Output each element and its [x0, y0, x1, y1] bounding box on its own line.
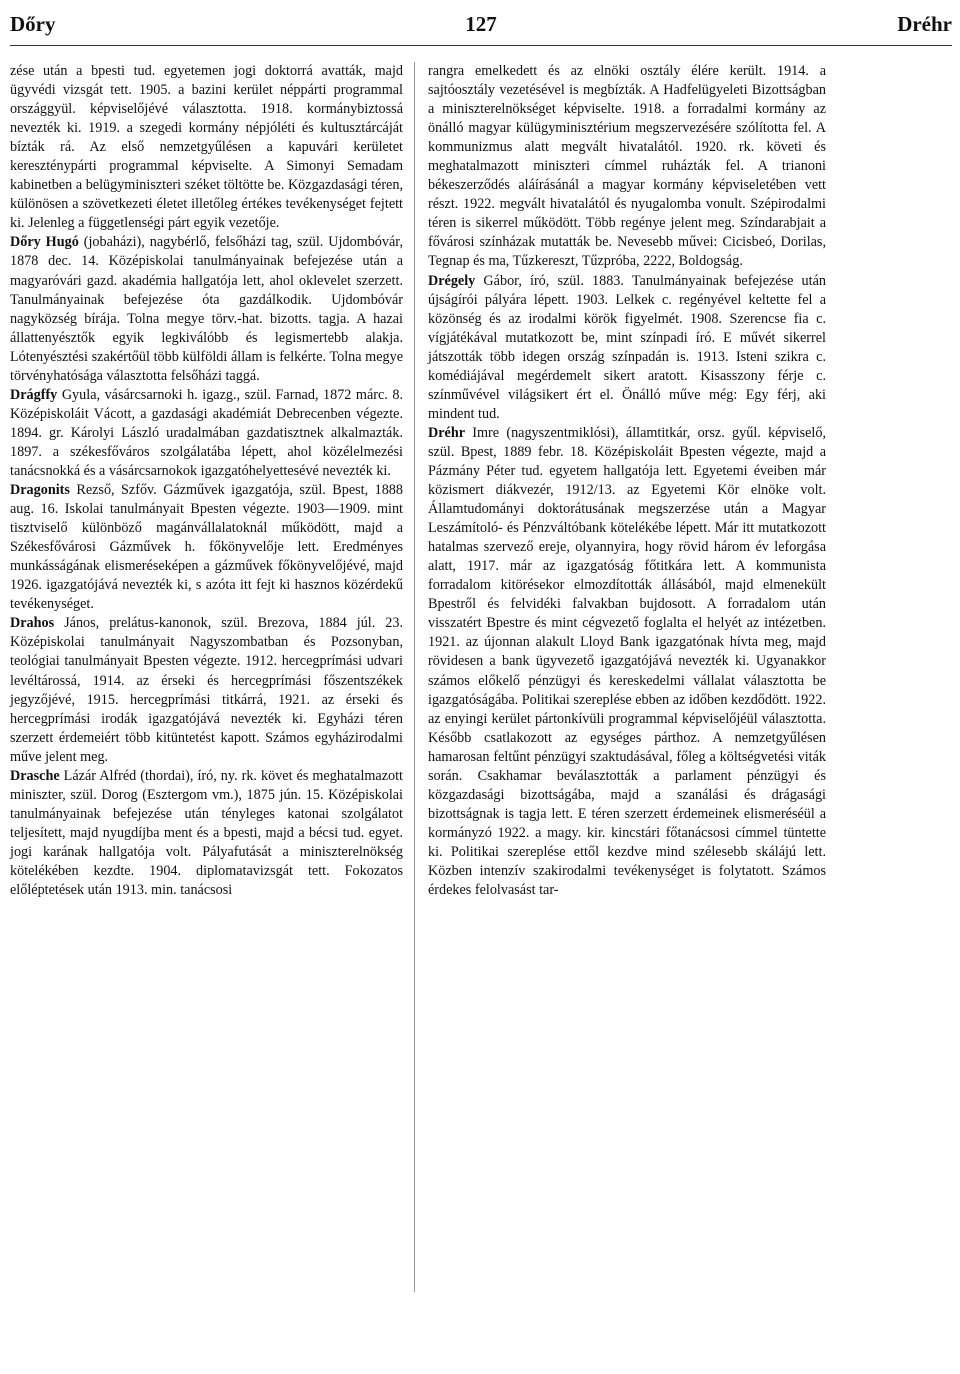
entry: Dőry Hugó (jobaházi), nagybérlő, felsőházi tag, szül. Ujdombóvár, 1878 dec. 14. Középiskolai tanulmányainak befejezése után a magyaróvári gazd. akadémia hallgatója lett, ahol oklevelet szerzett. Tanulmányainak befejezése óta gazdálkodik. Ujdombóvár nagyközség bírája. Tolna megye törv.-hat. bizotts. tagja. A hazai állattenyésztők egyik legkiválóbb és legismertebb alakja. Lótenyésztési szakértőül több külföldi állam is felkérte. Tolna megye törvényhatósága választotta felsőházi taggá.: [10, 234, 403, 384]
entry: Dréhr Imre (nagyszentmiklósi), államtitkár, orsz. gyűl. képviselő, szül. Bpest, 1889 febr. 18. Középiskoláit Bpesten végezte, majd a Pázmány Péter tud. egyetem hallgatója lett. Egyetemi éveiben már közismert diákvezér, 1912/13. az Egyetemi Kör elnöke volt. Államtudományi doktorátusának megszerzése után a Magyar Leszámítoló- és Pénzváltóbank kötelékébe lépett. Már itt mutatkozott hatalmas szervező ereje, olyannyira, hogy rövid három év leforgása alatt, 1917. már az igazgatóság főtitkára lett. A kommunista forradalom kitörésekor elmozdították állásából, majd elmenekült Bpestről és felvidéki falvakban bujdosott. A forradalom után visszatért Bpestre és mint cégvezető foglalta el helyét az intézetben. 1921. az újonnan alakult Lloyd Bank igazgatónak hívta meg, majd rövidesen a bank ügyvezető igazgatójává nevezték ki. Ugyanakkor számos előkelő pénzügyi és kereskedelmi vállalat választotta be igazgatóságába. Politikai szereplése ebben az időben kezdődött. 1922. az enyingi kerület pártonkívüli programmal képviselőjéül választotta. Később csatlakozott az egységes párthoz. A nemzetgyűlésen hamarosan feltűnt pénzügyi szaktudásával, főleg a költségvetési viták során. Csakhamar beválasztották a parlament pénzügyi és közgazdasági bizottságába, majd a szanálási és drágasági bizottságnak is tagja lett. E téren szerzett érdemeinek elismeréséül a kormányzó 1922. a magy. kir. kincstári főtanácsosi címmel tüntette ki. Politikai szereplése ettől kezdve mind szélesebb skálájú lett. Közben intenzív szakirodalmi tevékenységet is folytatott. Számos érdekes felolvasást tar-: [428, 424, 826, 899]
entry: Drasche Lázár Alfréd (thordai), író, ny. rk. követ és meghatalmazott miniszter, szül. Dorog (Esztergom vm.), 1875 jún. 15. Középiskolai tanulmányainak befejezése után tényleges katonai szolgálatot teljesített, majd nyugdíjba ment és a bpesti, majd a bécsi tud. egyet. jogi karának hallgatója volt. Pályafutását a miniszterelnökség kötelékében kezdte. 1904. diplomatavizsgát tett. Fokozatos előléptetések után 1913. min. tanácsosi: [10, 767, 403, 899]
entry: Drahos János, prelátus-kanonok, szül. Brezova, 1884 júl. 23. Középiskolai tanulmányait Nagyszombatban és Pozsonyban, teológiai tanulmányait Bpesten végezte. 1912. hercegprímási udvari levéltárossá, 1914. az érseki és hercegprímási főszentszékek jegyzőjévé, 1915. hercegprímási titkárrá, 1921. az érseki és hercegprímási irodák igazgatójává nevezték ki. Egyházi téren szerzett érdemeiért több kitüntetést kapott. Számos egyházirodalmi műve jelent meg.: [10, 615, 403, 765]
entry-head: Dőry Hugó: [10, 234, 79, 251]
entry: Drágffy Gyula, vásárcsarnoki h. igazg., szül. Farnad, 1872 márc. 8. Középiskoláit Vácott, a gazdasági akadémiát Debrecenben végezte. 1894. gr. Károlyi László uradalmában gazdatisztnek alkalmazták. 1897. a székesfőváros szolgálatába lépett, ahol közélelmezési tanácsnokká és a vásárcsarnokok igazgatóhelyettesévé nevezték ki.: [10, 386, 403, 479]
page-number: 127: [465, 12, 497, 36]
header-left-guideword: Dőry: [10, 12, 56, 36]
entry: zése után a bpesti tud. egyetemen jogi doktorrá avatták, majd ügyvédi vizsgát tett. 1905. a bazini kerület néppárti programmal országgyül. képviselőjévé választotta. 1918. kormánybiztossá nevezték ki. 1919. a szegedi kormány népjóléti és kultusztárcáját bízták rá. Az első nemzetgyűlésen a kapuvári kerületet kereszténypárti programmal képviselte. A Simonyi Semadam kabinetben a belügyminiszteri széket töltötte be. Közgazdasági téren, különösen a szövetkezeti életet illetőleg értékes tevékenységet fejtett ki. Jelenleg a függetlenségi párt egyik vezetője.: [10, 63, 403, 232]
header-right-guideword: Dréhr: [897, 12, 952, 36]
entry-head: Dragonits: [10, 482, 70, 499]
entry-head: Drasche: [10, 767, 60, 784]
entry-head: Drágffy: [10, 386, 58, 403]
page-header: [10, 12, 952, 42]
entry-head: Dréhr: [428, 424, 466, 441]
header-rule: [10, 45, 952, 46]
left-column: [10, 62, 403, 900]
entry-head: Drahos: [10, 615, 55, 632]
column-divider: [414, 62, 415, 1292]
entry: Drégely Gábor, író, szül. 1883. Tanulmányainak befejezése után újságírói pályára lépett. 1903. Lelkek c. regényével keltette fel a közönség és az irodalmi körök figyelmét. 1908. Szerencse fia c. vígjátékával mutatkozott be, mint színpadi író. E művét sikerrel játszották több idegen ország színpadán is. 1913. Isteni szikra c. komédiájával megérdemelt sikert aratott. Kisasszony férje c. színművével világsikert ért el. Önálló műve még: Egy férj, aki mindent tud.: [428, 272, 826, 422]
entry: rangra emelkedett és az elnöki osztály élére került. 1914. a sajtóosztály vezetésével is megbízták. A Hadfelügyeleti Bizottságban a miniszterelnökséget képviselte. 1918. a forradalmi kormány az önálló magyar külügyminisztérium megszervezésére szólította fel. A kommunizmus alatt megvált hivatalától. 1920. rk. követi és meghatalmazott miniszteri címmel ruházták fel. A trianoni békeszerződés aláírásánál a magyar kormány képviseletében vett részt. 1922. megvált hivatalától és nyugalomba vonult. Szépirodalmi téren is sikerrel működött. Több regénye jelent meg. Színdarabjait a fővárosi színházak mutatták be. Nevesebb művei: Cicisbeó, Dorilas, Tegnap és ma, Tűzkereszt, Tűzpróba, 2222, Boldogság.: [428, 63, 826, 270]
entry: Dragonits Rezső, Szfőv. Gázművek igazgatója, szül. Bpest, 1888 aug. 16. Iskolai tanulmányait Bpesten végezte. 1903—1909. mint tisztviselő különböző magánvállalatoknál működött, majd a Székesfővárosi Gázművek h. főkönyvelője lett. Eredményes munkásságának elismeréseképen a gázművek főkönyvelőjévé, majd 1926. igazgatójává nevezték ki, s azóta itt fejt ki hasznos közérdekű tevékenységet.: [10, 482, 403, 613]
right-column: [428, 62, 826, 900]
entry-head: Drégely: [428, 272, 476, 289]
